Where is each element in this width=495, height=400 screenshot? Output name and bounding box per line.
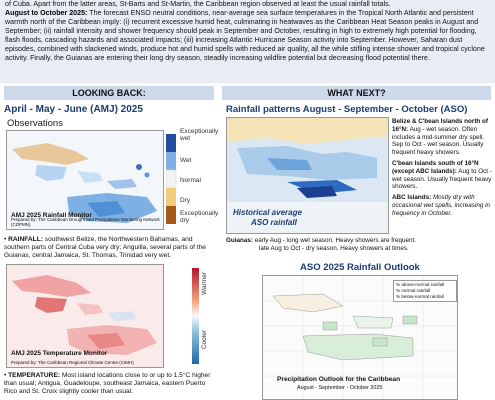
guianas-label: Guianas: [226, 237, 253, 244]
outlook-legend-below: % below-normal rainfall [396, 294, 444, 299]
legend-dry: Dry [180, 197, 191, 204]
temperature-bullet: • TEMPERATURE: Most island locations close to or up to 1.5°C higher than usual; Antigua, Guadeloupe, southeast Jamaica, eastern Puerto Rico and St. Croix slightly cooler than usual. [4, 372, 211, 396]
rainfall-map-credit: Prepared by: The Caribbean Drought and Precipitation Monitoring Network (CDPMN) [11, 217, 160, 227]
guianas-text-1: early Aug - long wet season. Heavy showers are frequent. [254, 237, 417, 244]
intro-section [0, 0, 495, 83]
aso-outlook-map [262, 275, 458, 400]
aso-map-caption-2: ASO rainfall [251, 218, 297, 227]
rainfall-map-caption: AMJ 2025 Rainfall Monitor [11, 212, 92, 219]
temperature-label: TEMPERATURE: [8, 372, 61, 379]
temperature-legend-bar [192, 268, 200, 364]
looking-back-header: LOOKING BACK: [4, 86, 214, 100]
rainfall-label: RAINFALL: [8, 236, 43, 243]
amj-title: April - May - June (AMJ) 2025 [4, 104, 143, 115]
aso-rainfall-title: Rainfall patterns August - September - October (ASO) [226, 104, 468, 115]
rainfall-text: southwest Belize, the Northwestern Bahamas, and southern parts of Central Cuba very dry; Anguilla, several parts of the Guianas, central Jamaica, St. Thomas, Trinidad very wet. [4, 236, 206, 260]
aso-outlook-title: ASO 2025 Rainfall Outlook [300, 262, 420, 273]
abc-block [392, 194, 495, 217]
south-text: Aug to Oct - wet season. Usually frequent heavy showers. [392, 167, 492, 191]
temperature-text: Most island locations close to or up to 1.5°C higher than usual; Antigua, Guadeloupe, southeast Jamaica, eastern Puerto Rico and St. Croix slightly cooler than usual. [4, 372, 211, 396]
intro-body: The forecast ENSO neutral conditions, near-average sea surface temperatures in the Tropical North Atlantic and persistent warmth north of the Caribbean imply: (i) recurrent excessive humid heat, culminating in heatwaves as the Caribbean Heat Season peaks in August and September; (ii) rainfall intensity and shower frequency should peak in September and October, resulting in high to extremely high potential for flooding, flash floods, cascading hazards and associated impacts; (iii) increasing Atlantic Hurricane Season activity into September. However, Saharan dust episodes, combined with slackened winds, produce hot and humid spells with reduced air quality, all the while stifling intense shower and tropical cyclone activity. Finally, the Guianas are entering their long dry season, steadily increasing wildfire potential but decreasing flood potential there. [5, 9, 485, 62]
aso-map-caption-1: Historical average [233, 208, 302, 217]
legend-warmer: Warmer [201, 272, 208, 295]
intro-lead: August to October 2025: [5, 9, 88, 17]
temperature-map-credit: Prepared by: The Caribbean Regional Climate Centre (CIMH) [11, 360, 134, 365]
rainfall-bullet: • RAINFALL: southwest Belize, the Northwestern Bahamas, and southern parts of Central Cuba very dry; Anguilla, several parts of the Guianas, central Jamaica, St. Thomas, Trinidad very wet. [4, 236, 206, 260]
outlook-legend [393, 280, 457, 302]
south-title: C'bean Islands south of 16°N (except ABC Islands): [392, 159, 479, 175]
legend-wet: Wet [180, 157, 192, 164]
intro-line-1: of Cuba. Apart from the latter areas, St-Barts and St-Martin, the Caribbean region observed at least the usual rainfall totals. [5, 0, 391, 8]
outlook-legend-normal: % normal rainfall [396, 288, 431, 293]
guianas-block [226, 237, 494, 253]
aso-historical-map [226, 117, 389, 234]
outlook-caption: Precipitation Outlook for the Caribbean [277, 376, 401, 383]
rainfall-monitor-map [6, 130, 164, 230]
temperature-map-caption: AMJ 2025 Temperature Monitor [11, 350, 108, 357]
outlook-subcaption: August - September - October 2025 [297, 385, 383, 391]
legend-cooler: Cooler [201, 330, 208, 350]
aso-description [392, 118, 495, 221]
temperature-monitor-map [6, 264, 164, 368]
south-block [392, 160, 495, 191]
belize-title: Belize & C'bean Islands north of 16°N: [392, 118, 488, 133]
outlook-legend-above: % above-normal rainfall [396, 282, 445, 287]
belize-block [392, 118, 495, 157]
legend-exceptionally-dry: Exceptionally dry [180, 210, 219, 224]
belize-text: Aug - wet season. Often includes a mid-summer dry spell. Sep to Oct - wet season. Usually frequent heavy showers. [392, 125, 485, 157]
abc-title: ABC Islands: [392, 194, 432, 202]
guianas-text-2: late Aug to Oct - dry season. Heavy showers at times. [259, 244, 409, 252]
rainfall-legend-bar [166, 134, 178, 226]
observations-label: Observations [7, 118, 63, 129]
intro-paragraph [5, 9, 490, 63]
what-next-header: WHAT NEXT? [222, 86, 491, 100]
legend-normal: Normal [180, 177, 201, 184]
abc-text: Mostly dry with occasional wet spells, increasing in frequency in October. [392, 194, 491, 217]
legend-exceptionally-wet: Exceptionally wet [180, 128, 219, 142]
